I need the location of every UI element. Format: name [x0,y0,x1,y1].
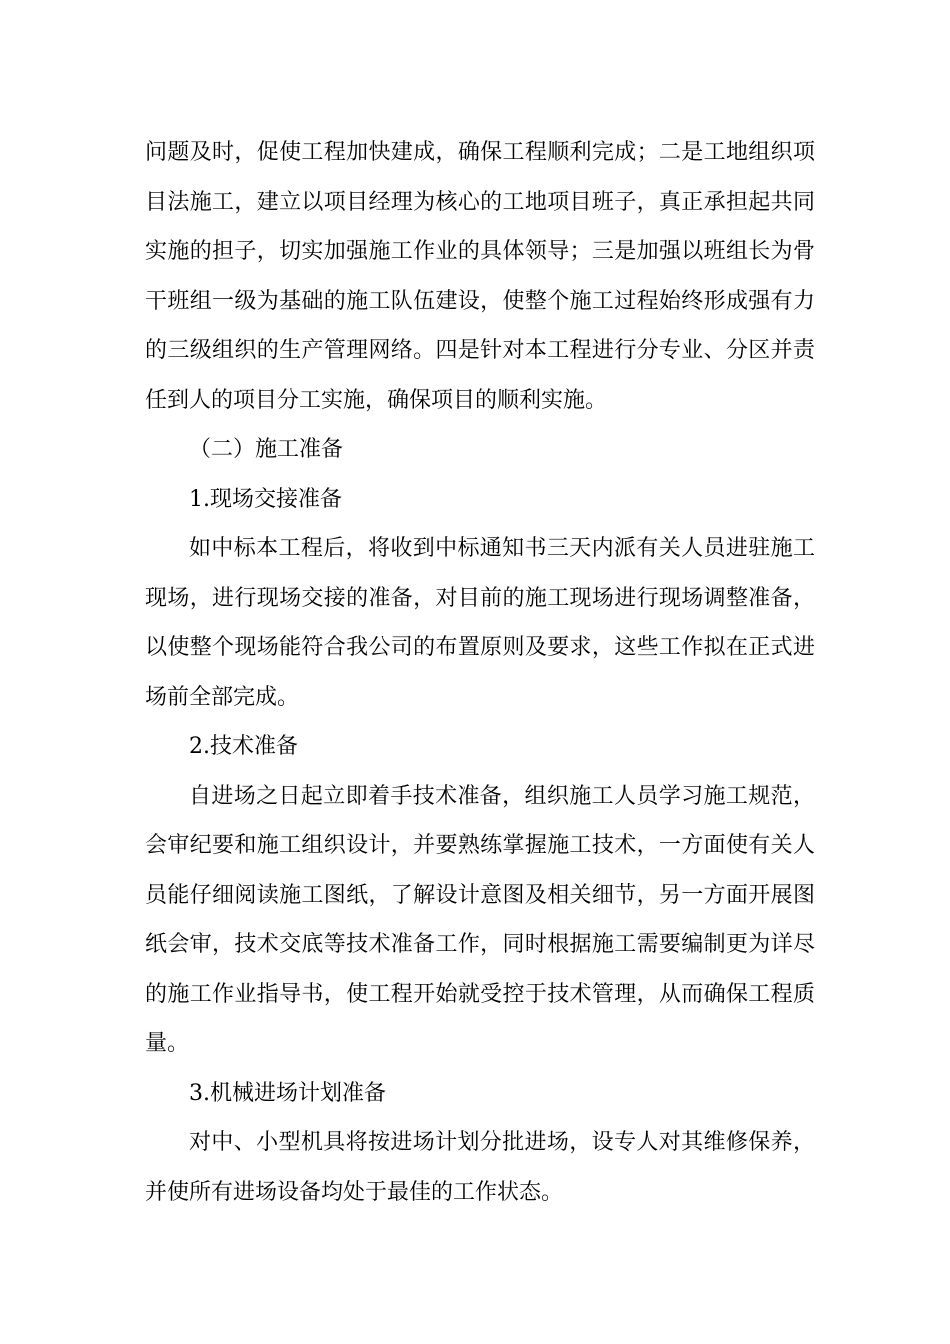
subsection-heading: 2.技术准备 [189,734,298,759]
document-page [145,128,815,1217]
section-heading: （二）施工准备 [189,437,344,462]
subsection-heading: 3.机械进场计划准备 [189,1080,386,1106]
subsection-heading: 1.现场交接准备 [189,486,342,512]
body-paragraph: 对中、小型机具将按进场计划分批进场，设专人对其维修保养，并使所有进场设备均处于最佳的工作状态。 [145,1130,815,1205]
body-paragraph: 如中标本工程后，将收到中标通知书三天内派有关人员进驻施工现场，进行现场交接的准备，对目前的施工现场进行现场调整准备，以使整个现场能符合我公司的布置原则及要求，这些工作拟在正式进场前全部完成。 [145,536,815,710]
body-paragraph: 自进场之日起立即着手技术准备，组织施工人员学习施工规范，会审纪要和施工组织设计，并要熟练掌握施工技术，一方面使有关人员能仔细阅读施工图纸，了解设计意图及相关细节，另一方面开展图纸会审，技术交底等技术准备工作，同时根据施工需要编制更为详尽的施工作业指导书，使工程开始就受控于技术管理，从而确保工程质量。 [145,783,815,1056]
body-paragraph: 问题及时，促使工程加快建成，确保工程顺利完成；二是工地组织项目法施工，建立以项目经理为核心的工地项目班子，真正承担起共同实施的担子，切实加强施工作业的具体领导；三是加强以班组长为骨干班组一级为基础的施工队伍建设，使整个施工过程始终形成强有力的三级组织的生产管理网络。四是针对本工程进行分专业、分区并责任到人的项目分工实施，确保项目的顺利实施。 [145,140,815,413]
